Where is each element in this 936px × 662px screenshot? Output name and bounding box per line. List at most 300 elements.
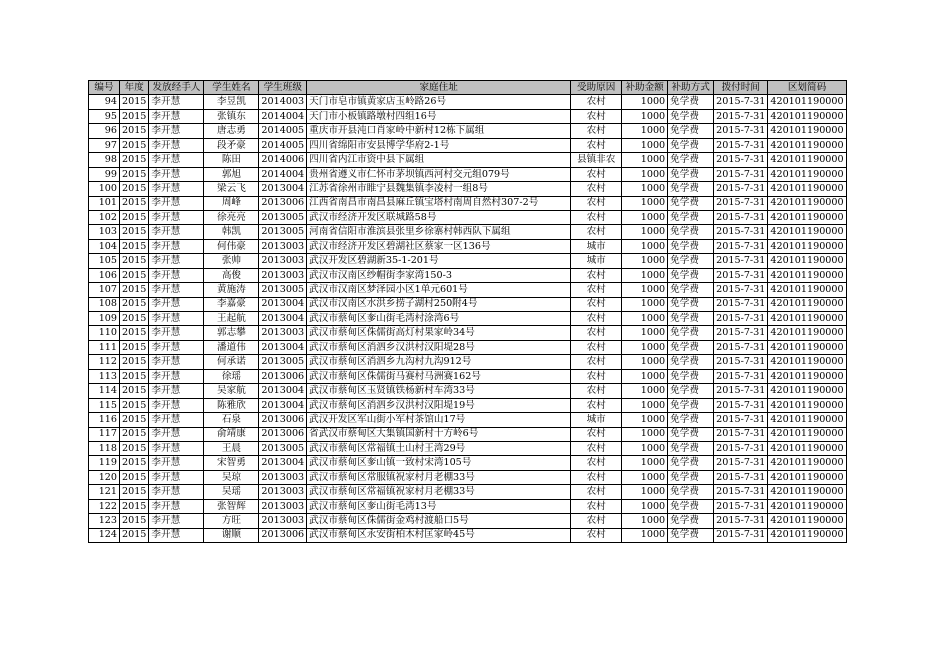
cell-student-name: 张帅 xyxy=(204,254,259,268)
cell-region-code: 420101190000 xyxy=(768,398,846,412)
cell-id: 110 xyxy=(89,326,120,340)
cell-address: 武汉市蔡甸区消泗乡汉洪村汉阳堤19号 xyxy=(307,398,571,412)
cell-region-code: 420101190000 xyxy=(768,514,846,528)
cell-handler: 李开慧 xyxy=(149,138,204,152)
cell-class: 2013006 xyxy=(259,528,307,542)
cell-id: 95 xyxy=(89,109,120,123)
cell-id: 104 xyxy=(89,239,120,253)
cell-reason: 农村 xyxy=(571,196,622,210)
cell-amount: 1000 xyxy=(622,268,668,282)
cell-reason: 农村 xyxy=(571,312,622,326)
cell-reason: 农村 xyxy=(571,470,622,484)
cell-class: 2014005 xyxy=(259,124,307,138)
cell-year: 2015 xyxy=(120,456,149,470)
cell-amount: 1000 xyxy=(622,167,668,181)
cell-amount: 1000 xyxy=(622,312,668,326)
cell-amount: 1000 xyxy=(622,254,668,268)
cell-student-name: 周峰 xyxy=(204,196,259,210)
cell-id: 106 xyxy=(89,268,120,282)
col-header-class: 学生班级 xyxy=(259,81,307,95)
cell-region-code: 420101190000 xyxy=(768,297,846,311)
cell-year: 2015 xyxy=(120,384,149,398)
cell-class: 2013004 xyxy=(259,456,307,470)
cell-region-code: 420101190000 xyxy=(768,124,846,138)
cell-year: 2015 xyxy=(120,182,149,196)
cell-date: 2015-7-31 xyxy=(714,340,768,354)
col-header-region-code: 区划简码 xyxy=(768,81,846,95)
cell-student-name: 何伟豪 xyxy=(204,239,259,253)
cell-student-name: 梁云飞 xyxy=(204,182,259,196)
cell-id: 100 xyxy=(89,182,120,196)
cell-date: 2015-7-31 xyxy=(714,384,768,398)
cell-amount: 1000 xyxy=(622,138,668,152)
cell-address: 江苏省徐州市睢宁县魏集镇李凌村一组8号 xyxy=(307,182,571,196)
cell-year: 2015 xyxy=(120,355,149,369)
cell-date: 2015-7-31 xyxy=(714,225,768,239)
cell-amount: 1000 xyxy=(622,427,668,441)
cell-date: 2015-7-31 xyxy=(714,196,768,210)
cell-address: 武汉市蔡甸区侏儒街马赛村马洲赛162号 xyxy=(307,369,571,383)
cell-class: 2013003 xyxy=(259,470,307,484)
cell-class: 2013004 xyxy=(259,297,307,311)
cell-date: 2015-7-31 xyxy=(714,470,768,484)
cell-id: 109 xyxy=(89,312,120,326)
cell-method: 免学费 xyxy=(668,210,714,224)
cell-id: 116 xyxy=(89,413,120,427)
cell-student-name: 陈田 xyxy=(204,153,259,167)
cell-date: 2015-7-31 xyxy=(714,326,768,340)
cell-id: 111 xyxy=(89,340,120,354)
cell-class: 2013003 xyxy=(259,514,307,528)
cell-method: 免学费 xyxy=(668,167,714,181)
col-header-amount: 补助金额 xyxy=(622,81,668,95)
cell-address: 河南省信阳市淮滨县张里乡徐寨村韩西队下属组 xyxy=(307,225,571,239)
cell-student-name: 吴瑶 xyxy=(204,485,259,499)
cell-method: 免学费 xyxy=(668,369,714,383)
cell-handler: 李开慧 xyxy=(149,340,204,354)
cell-method: 免学费 xyxy=(668,441,714,455)
cell-amount: 1000 xyxy=(622,239,668,253)
cell-class: 2013003 xyxy=(259,268,307,282)
table-row xyxy=(89,340,847,354)
cell-reason: 农村 xyxy=(571,398,622,412)
cell-class: 2013004 xyxy=(259,340,307,354)
cell-date: 2015-7-31 xyxy=(714,528,768,542)
cell-handler: 李开慧 xyxy=(149,182,204,196)
cell-reason: 农村 xyxy=(571,268,622,282)
cell-region-code: 420101190000 xyxy=(768,427,846,441)
cell-year: 2015 xyxy=(120,326,149,340)
cell-amount: 1000 xyxy=(622,95,668,109)
cell-handler: 李开慧 xyxy=(149,109,204,123)
cell-student-name: 石泉 xyxy=(204,413,259,427)
cell-student-name: 段矛豪 xyxy=(204,138,259,152)
cell-class: 2014004 xyxy=(259,167,307,181)
cell-method: 免学费 xyxy=(668,326,714,340)
cell-date: 2015-7-31 xyxy=(714,499,768,513)
table-row xyxy=(89,254,847,268)
cell-student-name: 张智辉 xyxy=(204,499,259,513)
cell-date: 2015-7-31 xyxy=(714,153,768,167)
table-row xyxy=(89,384,847,398)
cell-year: 2015 xyxy=(120,239,149,253)
cell-year: 2015 xyxy=(120,95,149,109)
cell-class: 2014003 xyxy=(259,95,307,109)
cell-method: 免学费 xyxy=(668,427,714,441)
cell-region-code: 420101190000 xyxy=(768,528,846,542)
cell-handler: 李开慧 xyxy=(149,283,204,297)
cell-region-code: 420101190000 xyxy=(768,369,846,383)
cell-address: 武汉市蔡甸区常福镇祝家村月老棚33号 xyxy=(307,485,571,499)
cell-amount: 1000 xyxy=(622,283,668,297)
cell-method: 免学费 xyxy=(668,268,714,282)
cell-reason: 农村 xyxy=(571,210,622,224)
cell-class: 2013003 xyxy=(259,499,307,513)
cell-amount: 1000 xyxy=(622,182,668,196)
cell-year: 2015 xyxy=(120,514,149,528)
cell-region-code: 420101190000 xyxy=(768,413,846,427)
cell-handler: 李开慧 xyxy=(149,499,204,513)
cell-address: 武汉市汉南区梦泽园小区1单元601号 xyxy=(307,283,571,297)
cell-student-name: 宋智勇 xyxy=(204,456,259,470)
cell-region-code: 420101190000 xyxy=(768,441,846,455)
cell-reason: 农村 xyxy=(571,355,622,369)
cell-student-name: 高俊 xyxy=(204,268,259,282)
col-header-id: 编号 xyxy=(89,81,120,95)
cell-id: 120 xyxy=(89,470,120,484)
cell-handler: 李开慧 xyxy=(149,470,204,484)
cell-method: 免学费 xyxy=(668,514,714,528)
table-row xyxy=(89,95,847,109)
cell-reason: 农村 xyxy=(571,138,622,152)
cell-region-code: 420101190000 xyxy=(768,196,846,210)
cell-id: 102 xyxy=(89,210,120,224)
col-header-date: 拨付时间 xyxy=(714,81,768,95)
cell-id: 113 xyxy=(89,369,120,383)
table-row xyxy=(89,109,847,123)
cell-date: 2015-7-31 xyxy=(714,413,768,427)
cell-region-code: 420101190000 xyxy=(768,456,846,470)
cell-region-code: 420101190000 xyxy=(768,384,846,398)
cell-address: 武汉市蔡甸区奓山街毛湾13号 xyxy=(307,499,571,513)
cell-year: 2015 xyxy=(120,470,149,484)
cell-class: 2013005 xyxy=(259,441,307,455)
table-row xyxy=(89,369,847,383)
cell-handler: 李开慧 xyxy=(149,153,204,167)
cell-class: 2013004 xyxy=(259,312,307,326)
cell-date: 2015-7-31 xyxy=(714,355,768,369)
cell-id: 97 xyxy=(89,138,120,152)
cell-handler: 李开慧 xyxy=(149,456,204,470)
cell-date: 2015-7-31 xyxy=(714,369,768,383)
cell-date: 2015-7-31 xyxy=(714,456,768,470)
cell-year: 2015 xyxy=(120,499,149,513)
cell-year: 2015 xyxy=(120,312,149,326)
cell-address: 武汉市蔡甸区侏儒街高灯村果家岭34号 xyxy=(307,326,571,340)
cell-amount: 1000 xyxy=(622,470,668,484)
table-row xyxy=(89,283,847,297)
cell-year: 2015 xyxy=(120,485,149,499)
cell-method: 免学费 xyxy=(668,109,714,123)
cell-reason: 农村 xyxy=(571,485,622,499)
cell-class: 2013005 xyxy=(259,355,307,369)
cell-date: 2015-7-31 xyxy=(714,485,768,499)
cell-student-name: 唐志勇 xyxy=(204,124,259,138)
cell-handler: 李开慧 xyxy=(149,95,204,109)
cell-address: 武汉市蔡甸区常服镇祝家村月老棚33号 xyxy=(307,470,571,484)
cell-year: 2015 xyxy=(120,340,149,354)
cell-reason: 农村 xyxy=(571,369,622,383)
table-row xyxy=(89,427,847,441)
cell-year: 2015 xyxy=(120,398,149,412)
cell-id: 107 xyxy=(89,283,120,297)
cell-class: 2013005 xyxy=(259,225,307,239)
cell-student-name: 王晨 xyxy=(204,441,259,455)
cell-reason: 城市 xyxy=(571,413,622,427)
cell-id: 105 xyxy=(89,254,120,268)
cell-address: 武汉市经济开发区碧湖社区蔡家一区136号 xyxy=(307,239,571,253)
cell-address: 武汉市蔡甸区侏儒街金鸡村渡船口5号 xyxy=(307,514,571,528)
cell-method: 免学费 xyxy=(668,470,714,484)
cell-student-name: 韩凯 xyxy=(204,225,259,239)
cell-region-code: 420101190000 xyxy=(768,470,846,484)
cell-year: 2015 xyxy=(120,167,149,181)
cell-reason: 农村 xyxy=(571,427,622,441)
cell-id: 112 xyxy=(89,355,120,369)
col-header-address: 家庭住址 xyxy=(307,81,571,95)
cell-class: 2013003 xyxy=(259,485,307,499)
cell-id: 117 xyxy=(89,427,120,441)
table-row xyxy=(89,225,847,239)
cell-id: 124 xyxy=(89,528,120,542)
cell-date: 2015-7-31 xyxy=(714,95,768,109)
cell-handler: 李开慧 xyxy=(149,210,204,224)
cell-handler: 李开慧 xyxy=(149,441,204,455)
cell-reason: 城市 xyxy=(571,239,622,253)
cell-reason: 县镇非农 xyxy=(571,153,622,167)
cell-id: 118 xyxy=(89,441,120,455)
cell-student-name: 吴琼 xyxy=(204,470,259,484)
cell-reason: 农村 xyxy=(571,283,622,297)
cell-date: 2015-7-31 xyxy=(714,514,768,528)
cell-address: 四川省绵阳市安县博学华府2-1号 xyxy=(307,138,571,152)
cell-method: 免学费 xyxy=(668,239,714,253)
cell-region-code: 420101190000 xyxy=(768,499,846,513)
header-row xyxy=(89,81,847,95)
cell-date: 2015-7-31 xyxy=(714,167,768,181)
cell-reason: 农村 xyxy=(571,384,622,398)
cell-id: 122 xyxy=(89,499,120,513)
table-row xyxy=(89,239,847,253)
cell-id: 94 xyxy=(89,95,120,109)
cell-amount: 1000 xyxy=(622,326,668,340)
cell-id: 98 xyxy=(89,153,120,167)
cell-region-code: 420101190000 xyxy=(768,268,846,282)
cell-class: 2013004 xyxy=(259,182,307,196)
cell-region-code: 420101190000 xyxy=(768,254,846,268)
cell-year: 2015 xyxy=(120,369,149,383)
cell-date: 2015-7-31 xyxy=(714,210,768,224)
cell-student-name: 张镇东 xyxy=(204,109,259,123)
cell-method: 免学费 xyxy=(668,456,714,470)
cell-reason: 农村 xyxy=(571,326,622,340)
cell-address: 四川省内江市资中县下属组 xyxy=(307,153,571,167)
cell-year: 2015 xyxy=(120,138,149,152)
cell-amount: 1000 xyxy=(622,124,668,138)
cell-amount: 1000 xyxy=(622,499,668,513)
cell-amount: 1000 xyxy=(622,514,668,528)
table-row xyxy=(89,499,847,513)
cell-address: 武汉开发区军山街小军村茶馆山17号 xyxy=(307,413,571,427)
cell-year: 2015 xyxy=(120,210,149,224)
cell-date: 2015-7-31 xyxy=(714,441,768,455)
cell-address: 武汉市蔡甸区常福镇土山村王湾29号 xyxy=(307,441,571,455)
cell-handler: 李开慧 xyxy=(149,413,204,427)
cell-student-name: 何承诺 xyxy=(204,355,259,369)
cell-class: 2013004 xyxy=(259,384,307,398)
cell-amount: 1000 xyxy=(622,109,668,123)
cell-amount: 1000 xyxy=(622,153,668,167)
table-row xyxy=(89,514,847,528)
cell-student-name: 潘道伟 xyxy=(204,340,259,354)
cell-method: 免学费 xyxy=(668,182,714,196)
cell-id: 101 xyxy=(89,196,120,210)
cell-method: 免学费 xyxy=(668,225,714,239)
cell-year: 2015 xyxy=(120,268,149,282)
cell-region-code: 420101190000 xyxy=(768,312,846,326)
cell-amount: 1000 xyxy=(622,398,668,412)
cell-class: 2013005 xyxy=(259,210,307,224)
cell-region-code: 420101190000 xyxy=(768,239,846,253)
cell-id: 96 xyxy=(89,124,120,138)
cell-student-name: 吴家航 xyxy=(204,384,259,398)
table-row xyxy=(89,470,847,484)
cell-id: 121 xyxy=(89,485,120,499)
table-row xyxy=(89,297,847,311)
cell-id: 99 xyxy=(89,167,120,181)
cell-year: 2015 xyxy=(120,283,149,297)
cell-region-code: 420101190000 xyxy=(768,153,846,167)
cell-amount: 1000 xyxy=(622,225,668,239)
cell-amount: 1000 xyxy=(622,528,668,542)
cell-year: 2015 xyxy=(120,441,149,455)
cell-date: 2015-7-31 xyxy=(714,239,768,253)
cell-handler: 李开慧 xyxy=(149,384,204,398)
cell-amount: 1000 xyxy=(622,355,668,369)
cell-student-name: 方旺 xyxy=(204,514,259,528)
cell-address: 江西省南昌市南昌县麻丘镇宝塔村南周自然村307-2号 xyxy=(307,196,571,210)
cell-date: 2015-7-31 xyxy=(714,138,768,152)
cell-method: 免学费 xyxy=(668,499,714,513)
cell-class: 2013003 xyxy=(259,239,307,253)
cell-amount: 1000 xyxy=(622,369,668,383)
table-row xyxy=(89,138,847,152)
cell-handler: 李开慧 xyxy=(149,312,204,326)
cell-reason: 农村 xyxy=(571,109,622,123)
cell-handler: 李开慧 xyxy=(149,427,204,441)
cell-region-code: 420101190000 xyxy=(768,485,846,499)
cell-year: 2015 xyxy=(120,427,149,441)
cell-address: 武汉市蔡甸区永安街柏木村匡家岭45号 xyxy=(307,528,571,542)
cell-handler: 李开慧 xyxy=(149,355,204,369)
cell-id: 114 xyxy=(89,384,120,398)
cell-reason: 农村 xyxy=(571,225,622,239)
cell-student-name: 俞靖康 xyxy=(204,427,259,441)
col-header-reason: 受助原因 xyxy=(571,81,622,95)
cell-region-code: 420101190000 xyxy=(768,182,846,196)
table-row xyxy=(89,153,847,167)
cell-address: 武汉市蔡甸区玉贤镇铁杨新村车湾33号 xyxy=(307,384,571,398)
table-row xyxy=(89,355,847,369)
table-row xyxy=(89,196,847,210)
cell-method: 免学费 xyxy=(668,384,714,398)
cell-student-name: 陈雅欣 xyxy=(204,398,259,412)
cell-class: 2013006 xyxy=(259,413,307,427)
cell-method: 免学费 xyxy=(668,95,714,109)
cell-reason: 农村 xyxy=(571,297,622,311)
cell-class: 2013005 xyxy=(259,283,307,297)
cell-amount: 1000 xyxy=(622,297,668,311)
col-header-year: 年度 xyxy=(120,81,149,95)
cell-address: 武汉开发区碧湖新35-1-201号 xyxy=(307,254,571,268)
cell-address: 武汉市汉南区水洪乡捞子湖村250附4号 xyxy=(307,297,571,311)
cell-class: 2014005 xyxy=(259,138,307,152)
cell-handler: 李开慧 xyxy=(149,514,204,528)
cell-method: 免学费 xyxy=(668,124,714,138)
cell-date: 2015-7-31 xyxy=(714,297,768,311)
cell-reason: 农村 xyxy=(571,167,622,181)
table-row xyxy=(89,441,847,455)
cell-region-code: 420101190000 xyxy=(768,138,846,152)
cell-reason: 农村 xyxy=(571,514,622,528)
cell-id: 119 xyxy=(89,456,120,470)
cell-reason: 农村 xyxy=(571,499,622,513)
cell-date: 2015-7-31 xyxy=(714,427,768,441)
cell-amount: 1000 xyxy=(622,196,668,210)
student-aid-table xyxy=(88,80,847,543)
cell-reason: 城市 xyxy=(571,254,622,268)
cell-handler: 李开慧 xyxy=(149,369,204,383)
table-row xyxy=(89,312,847,326)
cell-region-code: 420101190000 xyxy=(768,95,846,109)
cell-address: 省武汉市蔡甸区大集镇国新村十方岭6号 xyxy=(307,427,571,441)
cell-handler: 李开慧 xyxy=(149,225,204,239)
cell-handler: 李开慧 xyxy=(149,326,204,340)
cell-class: 2013004 xyxy=(259,398,307,412)
cell-reason: 农村 xyxy=(571,182,622,196)
table-row xyxy=(89,167,847,181)
table-row xyxy=(89,326,847,340)
cell-method: 免学费 xyxy=(668,153,714,167)
cell-student-name: 徐亮亮 xyxy=(204,210,259,224)
cell-reason: 农村 xyxy=(571,124,622,138)
cell-region-code: 420101190000 xyxy=(768,326,846,340)
cell-year: 2015 xyxy=(120,297,149,311)
cell-date: 2015-7-31 xyxy=(714,254,768,268)
cell-date: 2015-7-31 xyxy=(714,182,768,196)
cell-method: 免学费 xyxy=(668,340,714,354)
cell-year: 2015 xyxy=(120,528,149,542)
cell-region-code: 420101190000 xyxy=(768,167,846,181)
col-header-student-name: 学生姓名 xyxy=(204,81,259,95)
cell-address: 武汉市汉南区纱帽街李家湾150-3 xyxy=(307,268,571,282)
cell-address: 天门市小板镇路墩村四组16号 xyxy=(307,109,571,123)
cell-date: 2015-7-31 xyxy=(714,124,768,138)
cell-handler: 李开慧 xyxy=(149,398,204,412)
cell-id: 115 xyxy=(89,398,120,412)
cell-year: 2015 xyxy=(120,196,149,210)
cell-method: 免学费 xyxy=(668,413,714,427)
